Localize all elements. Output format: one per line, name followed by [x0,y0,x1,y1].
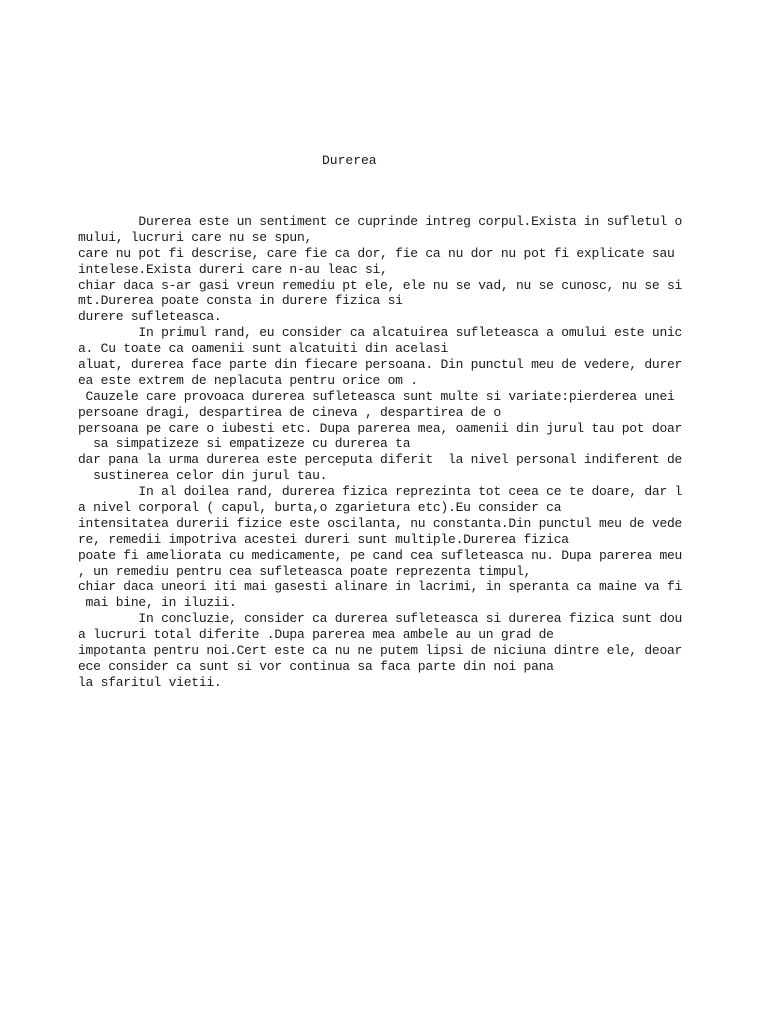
text-line: Cauzele care provoaca durerea sufleteasca sunt multe si variate:pierderea unei [78,388,675,404]
text-line: la sfaritul vietii. [78,674,222,690]
text-line: Durerea este un sentiment ce cuprinde intreg corpul.Exista in sufletul o [78,214,683,229]
text-line: poate fi ameliorata cu medicamente, pe cand cea sufleteasca nu. Dupa parerea meu [78,547,683,563]
text-line: mului, lucruri care nu se spun, [78,229,313,245]
text-line: a lucruri total diferite .Dupa parerea mea ambele au un grad de [78,627,554,643]
text-line: dar pana la urma durerea este perceputa diferit la nivel personal indiferent de [78,452,683,468]
text-line: intelese.Exista dureri care n-au leac si, [78,261,388,277]
document-title: Durerea [322,153,377,168]
text-line: impotanta pentru noi.Cert este ca nu ne putem lipsi de niciuna dintre ele, deoar [78,643,683,659]
text-line: ea este extrem de neplacuta pentru orice om . [78,372,418,388]
text-line: intensitatea durerii fizice este oscilanta, nu constanta.Din punctul meu de vede [78,515,683,531]
text-line: a. Cu toate ca oamenii sunt alcatuiti din acelasi [78,341,449,357]
document-body [78,214,682,691]
text-line: ece consider ca sunt si vor continua sa faca parte din noi pana [78,658,554,674]
text-line: chiar daca s-ar gasi vreun remediu pt ele, ele nu se vad, nu se cunosc, nu se si [78,277,683,293]
text-line: In concluzie, consider ca durerea sufleteasca si durerea fizica sunt dou [78,611,683,627]
text-line: mt.Durerea poate consta in durere fizica si [78,293,403,309]
text-line: a nivel corporal ( capul, burta,o zgarietura etc).Eu consider ca [78,500,562,516]
text-line: sustinerea celor din jurul tau. [78,468,328,484]
text-line: durere sufleteasca. [78,309,222,325]
text-line: persoana pe care o iubesti etc. Dupa parerea mea, oamenii din jurul tau pot doar [78,420,683,436]
text-line: persoane dragi, despartirea de cineva , despartirea de o [78,404,501,420]
text-line: re, remedii impotriva acestei dureri sunt multiple.Durerea fizica [78,531,569,547]
text-line: aluat, durerea face parte din fiecare persoana. Din punctul meu de vedere, durer [78,357,683,373]
text-line: In al doilea rand, durerea fizica reprezinta tot ceea ce te doare, dar l [78,484,683,500]
text-line: mai bine, in iluzii. [78,595,237,611]
text-line: , un remediu pentru cea sufleteasca poate reprezenta timpul, [78,563,532,579]
text-line: chiar daca uneori iti mai gasesti alinare in lacrimi, in speranta ca maine va fi [78,579,683,595]
text-line: care nu pot fi descrise, care fie ca dor, fie ca nu dor nu pot fi explicate sau [78,245,675,261]
text-line: In primul rand, eu consider ca alcatuirea sufleteasca a omului este unic [78,325,683,341]
text-line: sa simpatizeze si empatizeze cu durerea ta [78,436,411,452]
